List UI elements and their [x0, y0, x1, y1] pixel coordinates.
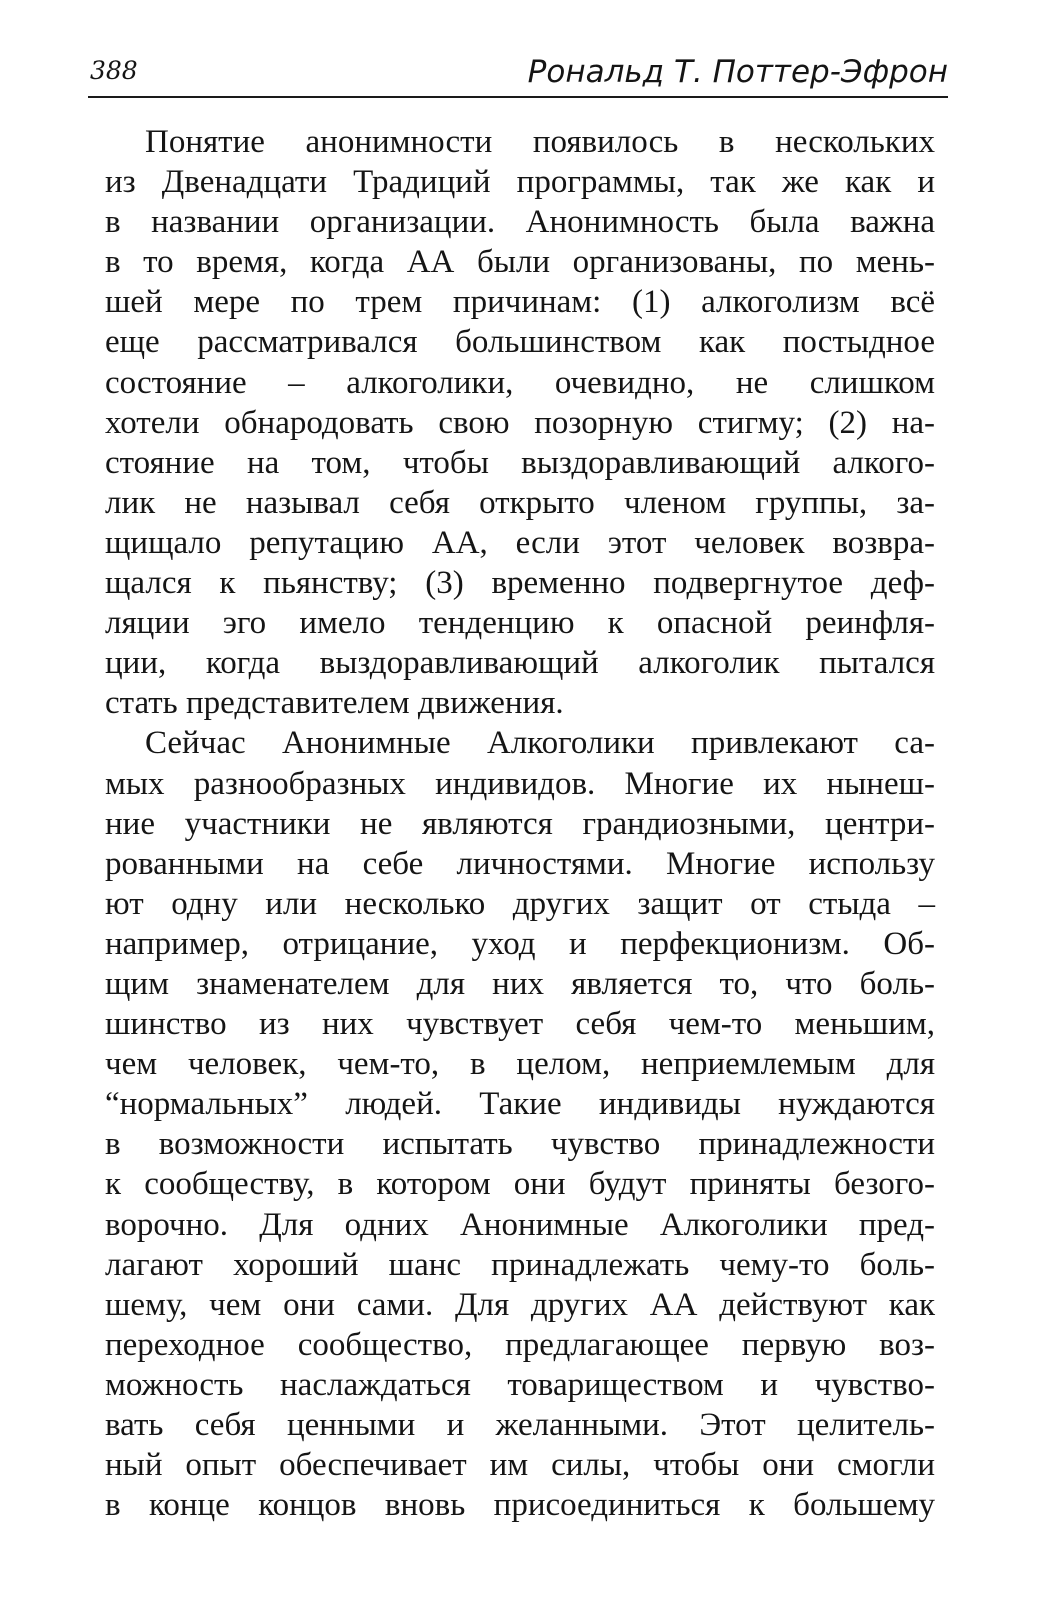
text-line: шей мере по трем причинам: (1) алкоголизм всё	[105, 284, 935, 321]
paragraph	[105, 723, 935, 1525]
text-line: к сообществу, в котором они будут приняты безого-	[105, 1166, 935, 1203]
text-line: стояние на том, чтобы выздоравливающий алкого-	[105, 444, 935, 481]
running-header	[88, 52, 948, 98]
running-title: Рональд Т. Поттер-Эфрон	[527, 54, 948, 90]
text-line: ляции эго имело тенденцию к опасной реинфля-	[105, 605, 935, 642]
text-line: например, отрицание, уход и перфекционизм. Об-	[105, 925, 935, 962]
text-line: переходное сообщество, предлагающее первую воз-	[105, 1326, 935, 1363]
text-line: вать себя ценными и желанными. Этот целитель-	[105, 1407, 935, 1443]
text-line: Понятие анонимности появилось в нескольких	[145, 124, 935, 160]
text-line: ние участники не являются грандиозными, центри-	[105, 805, 935, 842]
text-line: ворочно. Для одних Анонимные Алкоголики пред-	[105, 1206, 935, 1243]
text-line: лик не называл себя открыто членом группы, за-	[105, 484, 935, 521]
text-line: в названии организации. Анонимность была важна	[105, 204, 935, 241]
text-line: шему, чем они сами. Для других АА действуют как	[105, 1286, 935, 1323]
text-line: щищало репутацию АА, если этот человек возвра-	[105, 524, 935, 561]
text-line: ный опыт обеспечивает им силы, чтобы они смогли	[105, 1447, 935, 1484]
text-line: шинство из них чувствует себя чем-то меньшим,	[105, 1006, 935, 1043]
text-line: из Двенадцати Традиций программы, так же как и	[105, 164, 935, 201]
text-line: щался к пьянству; (3) временно подвергнутое деф-	[105, 565, 935, 602]
text-line: “нормальных” людей. Такие индивиды нуждаются	[105, 1086, 935, 1123]
body-text	[105, 122, 935, 1525]
text-line: рованными на себе личностями. Многие использу	[105, 845, 935, 882]
page-number: 388	[90, 56, 138, 85]
text-line: лагают хороший шанс принадлежать чему-то боль-	[105, 1246, 935, 1283]
text-line: мых разнообразных индивидов. Многие их нынеш-	[105, 765, 935, 802]
text-line: щим знаменателем для них является то, что боль-	[105, 965, 935, 1002]
text-line: стать представителем движения.	[105, 685, 564, 722]
text-line: в то время, когда АА были организованы, по мень-	[105, 244, 935, 281]
text-line: в возможности испытать чувство принадлежности	[105, 1126, 935, 1163]
text-line: можность наслаждаться товариществом и чувство-	[105, 1366, 935, 1403]
text-line: еще рассматривался большинством как постыдное	[105, 324, 935, 361]
paragraph	[105, 122, 935, 723]
text-line: ют одну или несколько других защит от стыда –	[105, 885, 935, 922]
text-line: состояние – алкоголики, очевидно, не слишком	[105, 364, 935, 401]
text-line: в конце концов вновь присоединиться к большему	[105, 1487, 935, 1524]
text-line: ции, когда выздоравливающий алкоголик пытался	[105, 645, 935, 682]
text-line: Сейчас Анонимные Алкоголики привлекают са-	[145, 725, 935, 762]
text-line: хотели обнародовать свою позорную стигму; (2) на-	[105, 404, 935, 441]
text-line: чем человек, чем-то, в целом, неприемлемым для	[105, 1046, 935, 1083]
